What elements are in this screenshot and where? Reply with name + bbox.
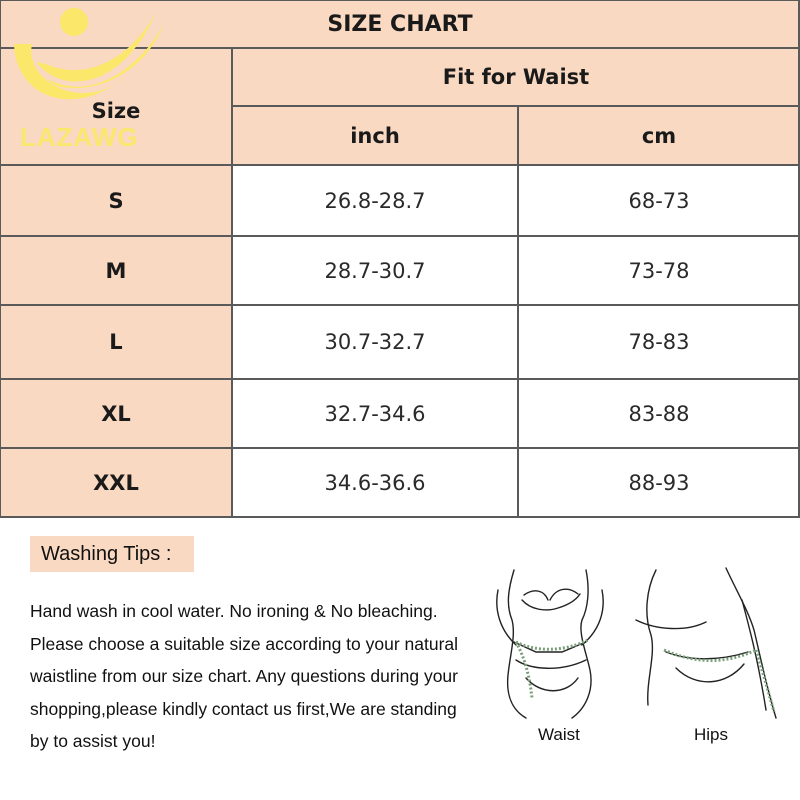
size-label: S bbox=[0, 165, 232, 236]
grid-line bbox=[0, 447, 800, 449]
brand-logo-icon bbox=[6, 4, 176, 134]
washing-tip-line: by to assist you! bbox=[30, 731, 156, 751]
grid-line bbox=[0, 0, 800, 1]
grid-line bbox=[231, 48, 233, 518]
waist-measure-figure bbox=[486, 560, 786, 725]
inch-column-header: inch bbox=[232, 106, 518, 165]
washing-tip-line: Please choose a suitable size according to your natural bbox=[30, 634, 459, 654]
grid-line bbox=[0, 0, 1, 518]
grid-line bbox=[0, 235, 800, 237]
washing-tip-line: waistline from our size chart. Any questions during your bbox=[30, 666, 458, 686]
inch-value: 32.7-34.6 bbox=[232, 379, 518, 448]
brand-logo bbox=[6, 4, 176, 164]
grid-line bbox=[0, 164, 800, 166]
waist-label: Waist bbox=[538, 725, 580, 744]
cm-value: 73-78 bbox=[518, 236, 800, 305]
grid-line bbox=[0, 516, 800, 518]
size-label: L bbox=[0, 305, 232, 379]
inch-value: 34.6-36.6 bbox=[232, 448, 518, 518]
fit-for-waist-header: Fit for Waist bbox=[232, 48, 800, 106]
hips-label: Hips bbox=[694, 725, 729, 744]
brand-logo-text: LAZAWG bbox=[20, 122, 139, 152]
size-label: M bbox=[0, 236, 232, 305]
grid-line bbox=[517, 106, 519, 518]
washing-tip-line: Hand wash in cool water. No ironing & No bleaching. bbox=[30, 601, 438, 621]
inch-value: 28.7-30.7 bbox=[232, 236, 518, 305]
inch-value: 30.7-32.7 bbox=[232, 305, 518, 379]
grid-line bbox=[0, 378, 800, 380]
cm-value: 83-88 bbox=[518, 379, 800, 448]
cm-value: 78-83 bbox=[518, 305, 800, 379]
grid-line bbox=[232, 105, 800, 107]
size-label: XXL bbox=[0, 448, 232, 518]
size-chart-title: SIZE CHART bbox=[0, 0, 800, 48]
cm-column-header: cm bbox=[518, 106, 800, 165]
washing-tip-line: shopping,please kindly contact us first,We are standing bbox=[30, 699, 457, 719]
cm-value: 88-93 bbox=[518, 448, 800, 518]
measurement-figures bbox=[486, 560, 786, 760]
size-label: XL bbox=[0, 379, 232, 448]
grid-line bbox=[0, 304, 800, 306]
washing-tips-title: Washing Tips : bbox=[30, 536, 194, 572]
cm-value: 68-73 bbox=[518, 165, 800, 236]
inch-value: 26.8-28.7 bbox=[232, 165, 518, 236]
size-column-header: Size bbox=[0, 48, 232, 165]
